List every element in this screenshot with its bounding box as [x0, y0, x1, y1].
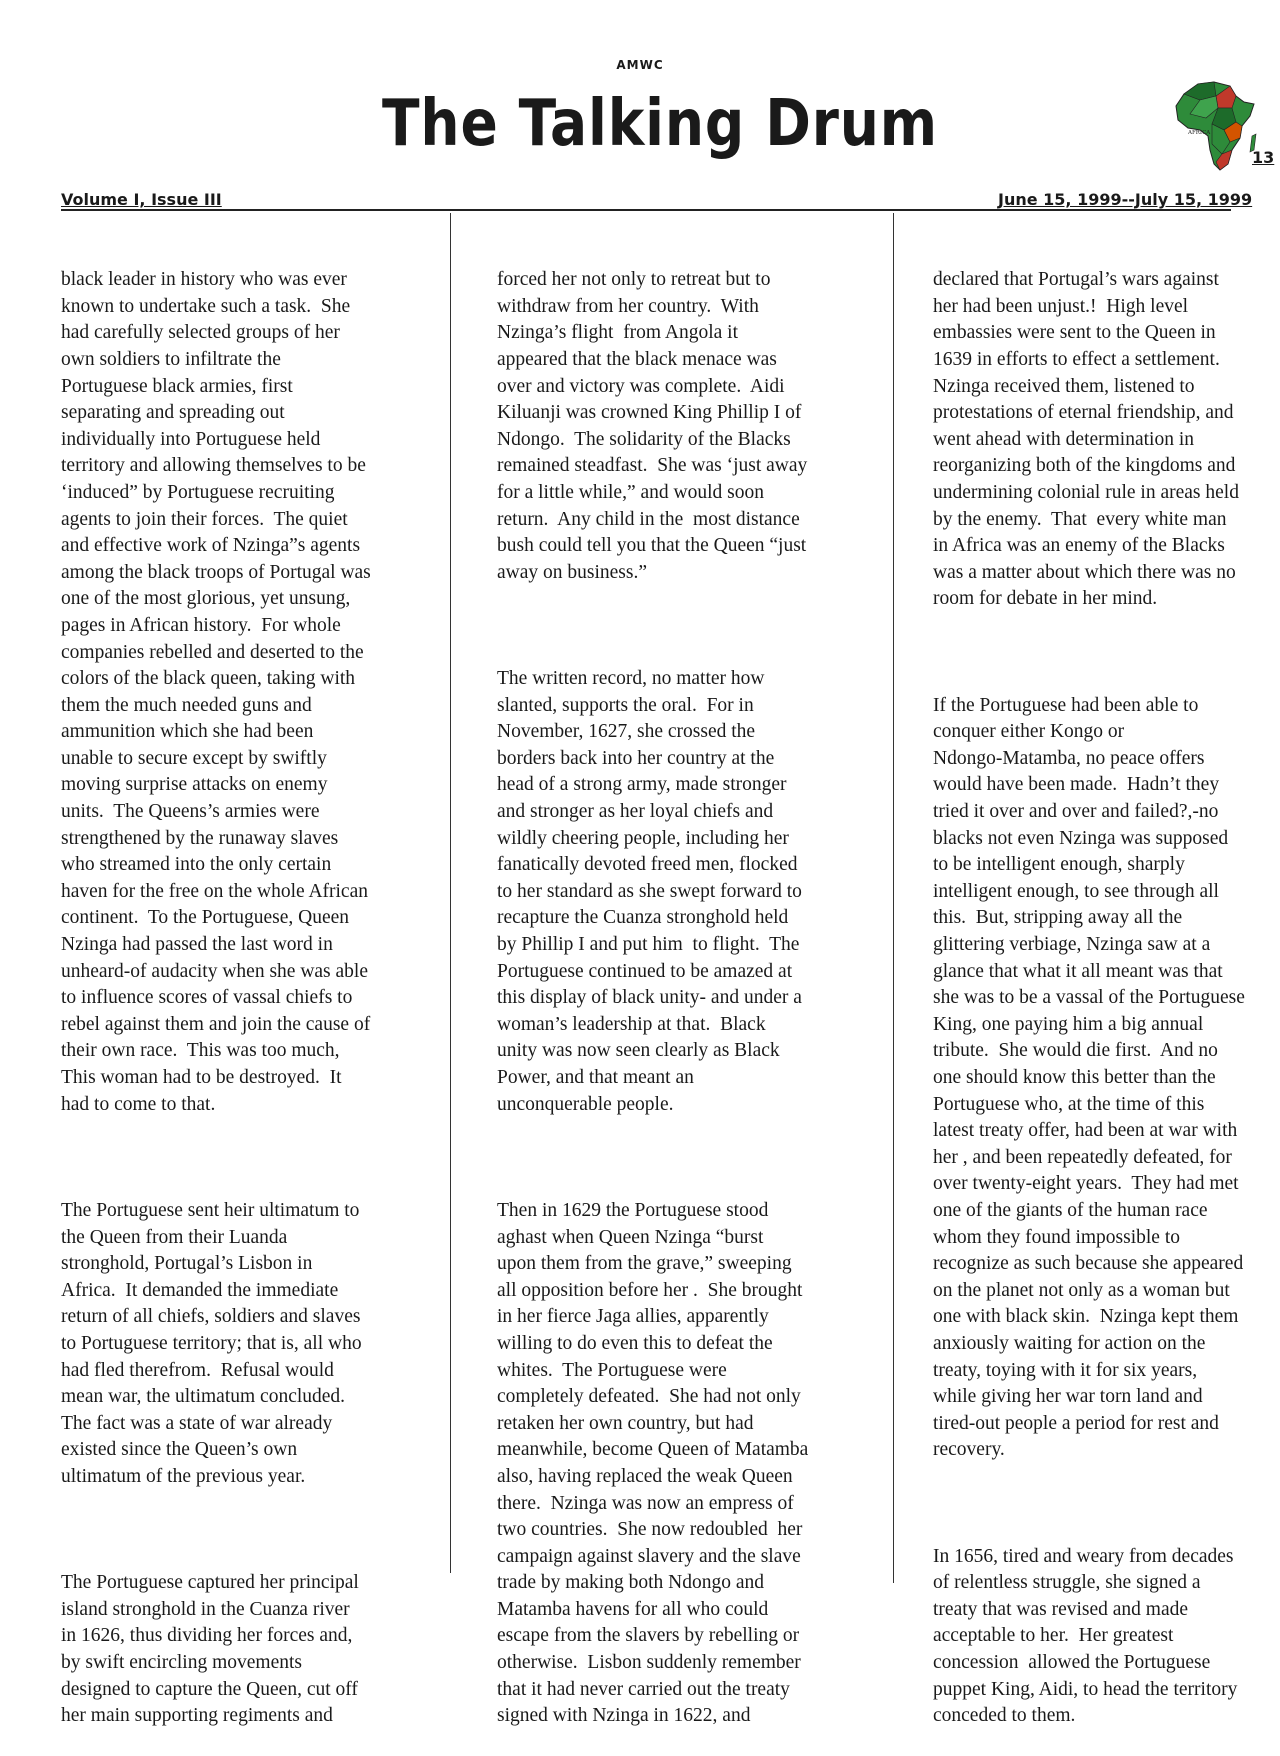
column-divider [450, 213, 451, 1573]
header-rule [61, 209, 1231, 211]
column-1-paragraph: The Portuguese captured her principal island stronghold in the Cuanza river in 1626, thus dividing her forces and, by swift encircling movements designed to capture the Queen, cut off her main supporting regiments and [61, 1572, 359, 1727]
article-column-1 [61, 214, 371, 1756]
organization-label: AMWC [616, 58, 664, 72]
column-3-paragraph: If the Portuguese had been able to conquer either Kongo or Ndongo-Matamba, no peace offers would have been made. Hadn’t they tried it over and over and failed?,-no blacks not even Nzinga was supposed to be intelligent enough, sharply intelligent enough, to see through all this. But, stripping away all the glittering verbiage, Nzinga saw at a glance that what it all meant was that she was to be a vassal of the Portuguese King, one paying him a big annual tribute. She would die first. And no one should know this better than the Portuguese who, at the time of this latest treaty offer, had been at war with her , and been repeatedly defeated, for over twenty-eight years. They had met one of the giants of the human race whom they found impossible to recognize as such because she appeared on the planet not only as a woman but one with black skin. Nzinga kept them anxiously waiting for action on the treaty, toying with it for six years, while giving her war torn land and tired-out people a period for rest and recovery. [933, 694, 1245, 1461]
column-3-paragraph: In 1656, tired and weary from decades of relentless struggle, she signed a treaty that was revised and made acceptable to her. Her greatest concession allowed the Portuguese puppet King, Aidi, to head the territory conceded to them. [933, 1545, 1238, 1727]
africa-map-logo [1170, 78, 1262, 174]
column-1-paragraph: black leader in history who was ever known to undertake such a task. She had carefully selected groups of her own soldiers to infiltrate the Portuguese black armies, first separating and spreading out individually into Portuguese held territory and allowing themselves to be ‘induced” by Portuguese recruiting agents to join their forces. The quiet and effective work of Nzinga”s agents among the black troops of Portugal was one of the most glorious, yet unsung, pages in African history. For whole companies rebelled and deserted to the colors of the black queen, taking with them the much needed guns and ammunition which she had been unable to secure except by swiftly moving surprise attacks on enemy units. The Queens’s armies were strengthened by the runaway slaves who streamed into the only certain haven for the free on the whole African continent. To the Portuguese, Queen Nzinga had passed the last word in unheard-of audacity when she was able to influence scores of vassal chiefs to rebel against them and join the cause of their own race. This was too much, This woman had to be destroyed. It had to come to that. [61, 269, 371, 1115]
page-number: 13 [1252, 148, 1275, 167]
column-2-paragraph: The written record, no matter how slanted, supports the oral. For in November, 1627, she crossed the borders back into her country at the head of a strong army, made stronger and stronger as her loyal chiefs and wildly cheering people, including her fanatically devoted freed men, flocked to her standard as she swept forward to recapture the Cuanza stronghold held by Phillip I and put him to flight. The Portuguese continued to be amazed at this display of black unity- and under a woman’s leadership at that. Black unity was now seen clearly as Black Power, and that meant an unconquerable people. [497, 668, 802, 1115]
column-2-paragraph: forced her not only to retreat but to withdraw from her country. With Nzinga’s flight from Angola it appeared that the black menace was over and victory was complete. Aidi Kiluanji was crowned King Phillip I of Ndongo. The solidarity of the Blacks remained steadfast. She was ‘just away for a little while,” and would soon return. Any child in the most distance bush could tell you that the Queen “just away on business.” [497, 269, 808, 583]
column-1-paragraph: The Portuguese sent heir ultimatum to the Queen from their Luanda stronghold, Portugal’s Lisbon in Africa. It demanded the immediate return of all chiefs, soldiers and slaves to Portuguese territory; that is, all who had fled therefrom. Refusal would mean war, the ultimatum concluded. The fact was a state of war already existed since the Queen’s own ultimatum of the previous year. [61, 1199, 362, 1487]
masthead-title: The Talking Drum [381, 87, 939, 161]
issue-date-range: June 15, 1999--July 15, 1999 [998, 190, 1253, 209]
africa-map-label: AFRICA [1188, 130, 1211, 136]
column-divider [893, 213, 894, 1583]
volume-issue: Volume I, Issue III [61, 190, 222, 209]
article-column-3 [933, 214, 1245, 1756]
column-2-paragraph: Then in 1629 the Portuguese stood aghast when Queen Nzinga “burst upon them from the grave,” sweeping all opposition before her . She brought in her fierce Jaga allies, apparently willing to do even this to defeat the whites. The Portuguese were completely defeated. She had not only retaken her own country, but had meanwhile, become Queen of Matamba also, having replaced the weak Queen there. Nzinga was now an empress of two countries. She now redoubled her campaign against slavery and the slave trade by making both Ndongo and Matamba havens for all who could escape from the slavers by rebelling or otherwise. Lisbon suddenly remember that it had never carried out the treaty signed with Nzinga in 1622, and [497, 1199, 809, 1727]
column-3-paragraph: declared that Portugal’s wars against her had been unjust.! High level embassies were sent to the Queen in 1639 in efforts to effect a settlement. Nzinga received them, listened to protestations of eternal friendship, and went ahead with determination in reorganizing both of the kingdoms and undermining colonial rule in areas held by the enemy. That every white man in Africa was an enemy of the Blacks was a matter about which there was no room for debate in her mind. [933, 269, 1239, 610]
article-column-2 [497, 214, 808, 1756]
